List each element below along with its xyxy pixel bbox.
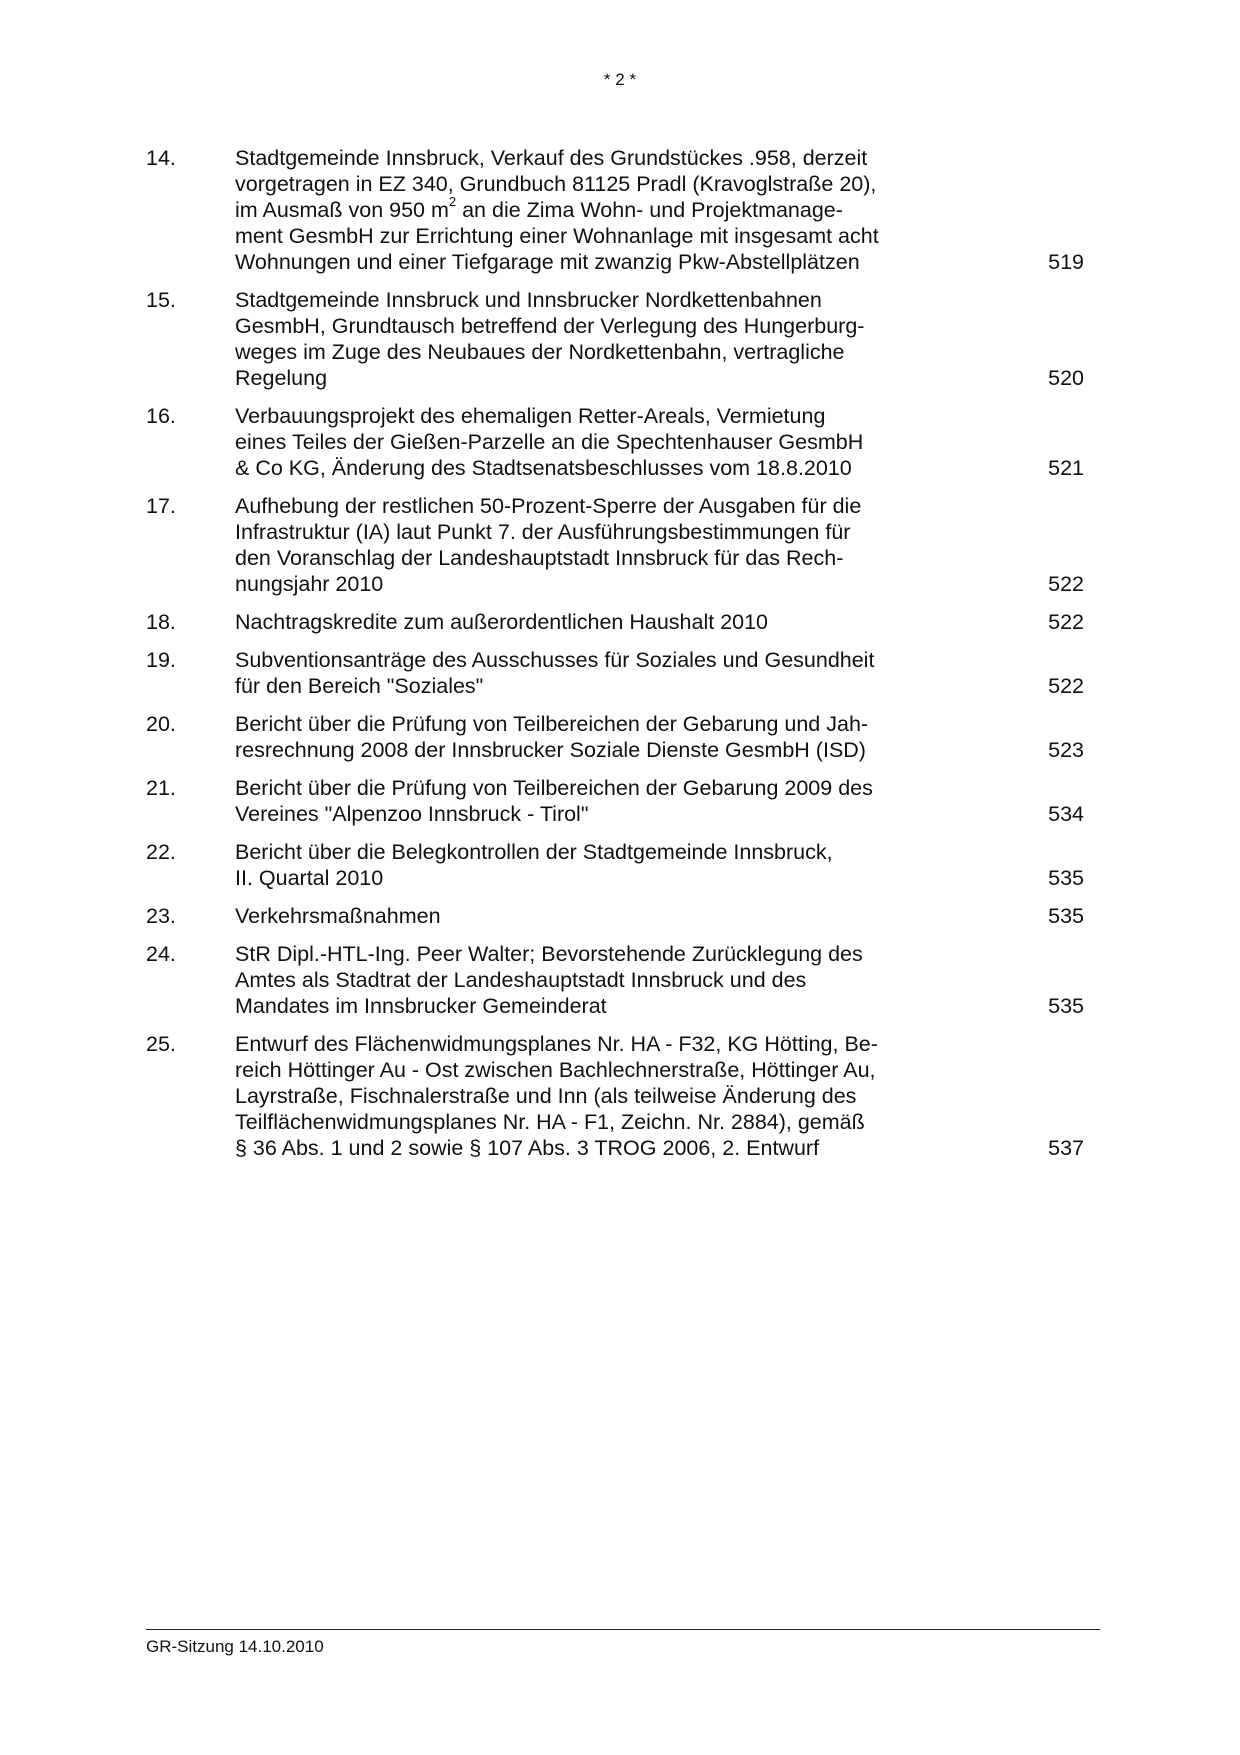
toc-entry-number: 17.	[146, 494, 176, 518]
toc-entry-line: den Voranschlag der Landeshauptstadt Innsbruck für das Rech-	[235, 546, 844, 570]
toc-entry-page-number: 522	[1048, 572, 1084, 596]
toc-entry-line: Bericht über die Prüfung von Teilbereichen der Gebarung und Jah-	[235, 712, 869, 736]
toc-entry-line	[235, 193, 925, 223]
toc-entry-title	[235, 711, 925, 763]
toc-entry-line: StR Dipl.-HTL-Ing. Peer Walter; Bevorstehende Zurücklegung des	[235, 942, 863, 966]
toc-entry-line: § 36 Abs. 1 und 2 sowie § 107 Abs. 3 TROG 2006, 2. Entwurf	[235, 1136, 820, 1160]
toc-entry-number: 16.	[146, 404, 176, 428]
toc-entry-number: 22.	[146, 840, 176, 864]
toc-entry-page-number: 521	[1048, 456, 1084, 480]
toc-entry	[146, 941, 1090, 1019]
toc-entry-number: 21.	[146, 776, 176, 800]
toc-entry-line: weges im Zuge des Neubaues der Nordkettenbahn, vertragliche	[235, 340, 845, 364]
toc-entry-line-part: im Ausmaß von 950 m	[235, 198, 449, 222]
toc-entry-line: Aufhebung der restlichen 50-Prozent-Sperre der Ausgaben für die	[235, 494, 862, 518]
toc-entry-line: Amtes als Stadtrat der Landeshauptstadt Innsbruck und des	[235, 968, 807, 992]
toc-entry	[146, 145, 1090, 275]
toc-entry-page-number: 535	[1048, 994, 1084, 1018]
toc-entry-page-number: 520	[1048, 366, 1084, 390]
footer-session-date: GR-Sitzung 14.10.2010	[146, 1637, 324, 1656]
toc-entry	[146, 903, 1090, 929]
toc-entry	[146, 711, 1090, 763]
toc-entry-page-number: 522	[1048, 610, 1084, 634]
toc-entry-title	[235, 647, 925, 699]
toc-entry-line: Teilflächenwidmungsplanes Nr. HA - F1, Zeichn. Nr. 2884), gemäß	[235, 1110, 865, 1134]
toc-entry-line: Stadtgemeinde Innsbruck, Verkauf des Grundstückes .958, derzeit	[235, 146, 868, 170]
toc-entry-line: Subventionsanträge des Ausschusses für Soziales und Gesundheit	[235, 648, 875, 672]
toc-entry-line: Entwurf des Flächenwidmungsplanes Nr. HA - F32, KG Hötting, Be-	[235, 1032, 878, 1056]
toc-entry-title	[235, 839, 925, 891]
toc-entry-page-number: 537	[1048, 1136, 1084, 1160]
toc-entry-title	[235, 903, 925, 929]
table-of-contents	[146, 145, 1090, 1173]
toc-entry-line: eines Teiles der Gießen-Parzelle an die Spechtenhauser GesmbH	[235, 430, 864, 454]
toc-entry	[146, 1031, 1090, 1161]
toc-entry-title	[235, 493, 925, 597]
toc-entry-line: nungsjahr 2010	[235, 572, 384, 596]
toc-entry-line: Regelung	[235, 366, 328, 390]
toc-entry-number: 23.	[146, 904, 176, 928]
toc-entry-line: Verbauungsprojekt des ehemaligen Retter-Areals, Vermietung	[235, 404, 826, 428]
toc-entry-line: Wohnungen und einer Tiefgarage mit zwanzig Pkw-Abstellplätzen	[235, 250, 860, 274]
toc-entry	[146, 839, 1090, 891]
toc-entry-number: 20.	[146, 712, 176, 736]
toc-entry-title	[235, 609, 925, 635]
toc-entry-page-number: 535	[1048, 866, 1084, 890]
toc-entry-line: Infrastruktur (IA) laut Punkt 7. der Ausführungsbestimmungen für	[235, 520, 851, 544]
superscript: 2	[448, 193, 457, 209]
toc-entry-number: 18.	[146, 610, 176, 634]
toc-entry-title	[235, 287, 925, 391]
toc-entry	[146, 647, 1090, 699]
toc-entry-line: Nachtragskredite zum außerordentlichen Haushalt 2010	[235, 610, 769, 634]
toc-entry-line: ment GesmbH zur Errichtung einer Wohnanlage mit insgesamt acht	[235, 224, 879, 248]
page-number: * 2 *	[603, 70, 637, 89]
toc-entry-title	[235, 1031, 925, 1161]
toc-entry-title	[235, 775, 925, 827]
toc-entry-page-number: 535	[1048, 904, 1084, 928]
toc-entry-line: für den Bereich "Soziales"	[235, 674, 484, 698]
toc-entry-number: 25.	[146, 1032, 176, 1056]
toc-entry-number: 15.	[146, 288, 176, 312]
toc-entry	[146, 287, 1090, 391]
toc-entry-line: Bericht über die Belegkontrollen der Stadtgemeinde Innsbruck,	[235, 840, 833, 864]
toc-entry	[146, 493, 1090, 597]
toc-entry-line-part: an die Zima Wohn- und Projektmanage-	[456, 198, 843, 222]
toc-entry-line: Verkehrsmaßnahmen	[235, 904, 441, 928]
toc-entry-number: 14.	[146, 146, 176, 170]
toc-entry	[146, 775, 1090, 827]
toc-entry-line: vorgetragen in EZ 340, Grundbuch 81125 Pradl (Kravoglstraße 20),	[235, 172, 877, 196]
toc-entry-title	[235, 403, 925, 481]
toc-entry-page-number: 523	[1048, 738, 1084, 762]
toc-entry-line: resrechnung 2008 der Innsbrucker Soziale Dienste GesmbH (ISD)	[235, 738, 866, 762]
toc-entry	[146, 609, 1090, 635]
toc-entry-line: & Co KG, Änderung des Stadtsenatsbeschlusses vom 18.8.2010	[235, 456, 852, 480]
toc-entry-line: II. Quartal 2010	[235, 866, 384, 890]
toc-entry-number: 24.	[146, 942, 176, 966]
toc-entry-line: Layrstraße, Fischnalerstraße und Inn (als teilweise Änderung des	[235, 1084, 857, 1108]
toc-entry-line: Stadtgemeinde Innsbruck und Innsbrucker Nordkettenbahnen	[235, 288, 822, 312]
toc-entry-line: Vereines "Alpenzoo Innsbruck - Tirol"	[235, 802, 589, 826]
toc-entry-line: Bericht über die Prüfung von Teilbereichen der Gebarung 2009 des	[235, 776, 873, 800]
toc-entry-line: reich Höttinger Au - Ost zwischen Bachlechnerstraße, Höttinger Au,	[235, 1058, 876, 1082]
toc-entry-line: GesmbH, Grundtausch betreffend der Verlegung des Hungerburg-	[235, 314, 865, 338]
toc-entry-page-number: 534	[1048, 802, 1084, 826]
toc-entry-page-number: 522	[1048, 674, 1084, 698]
toc-entry-title	[235, 941, 925, 1019]
toc-entry-number: 19.	[146, 648, 176, 672]
toc-entry-title	[235, 145, 925, 275]
toc-entry-line: Mandates im Innsbrucker Gemeinderat	[235, 994, 607, 1018]
toc-entry	[146, 403, 1090, 481]
footer-divider	[146, 1629, 1100, 1630]
toc-entry-page-number: 519	[1048, 250, 1084, 274]
